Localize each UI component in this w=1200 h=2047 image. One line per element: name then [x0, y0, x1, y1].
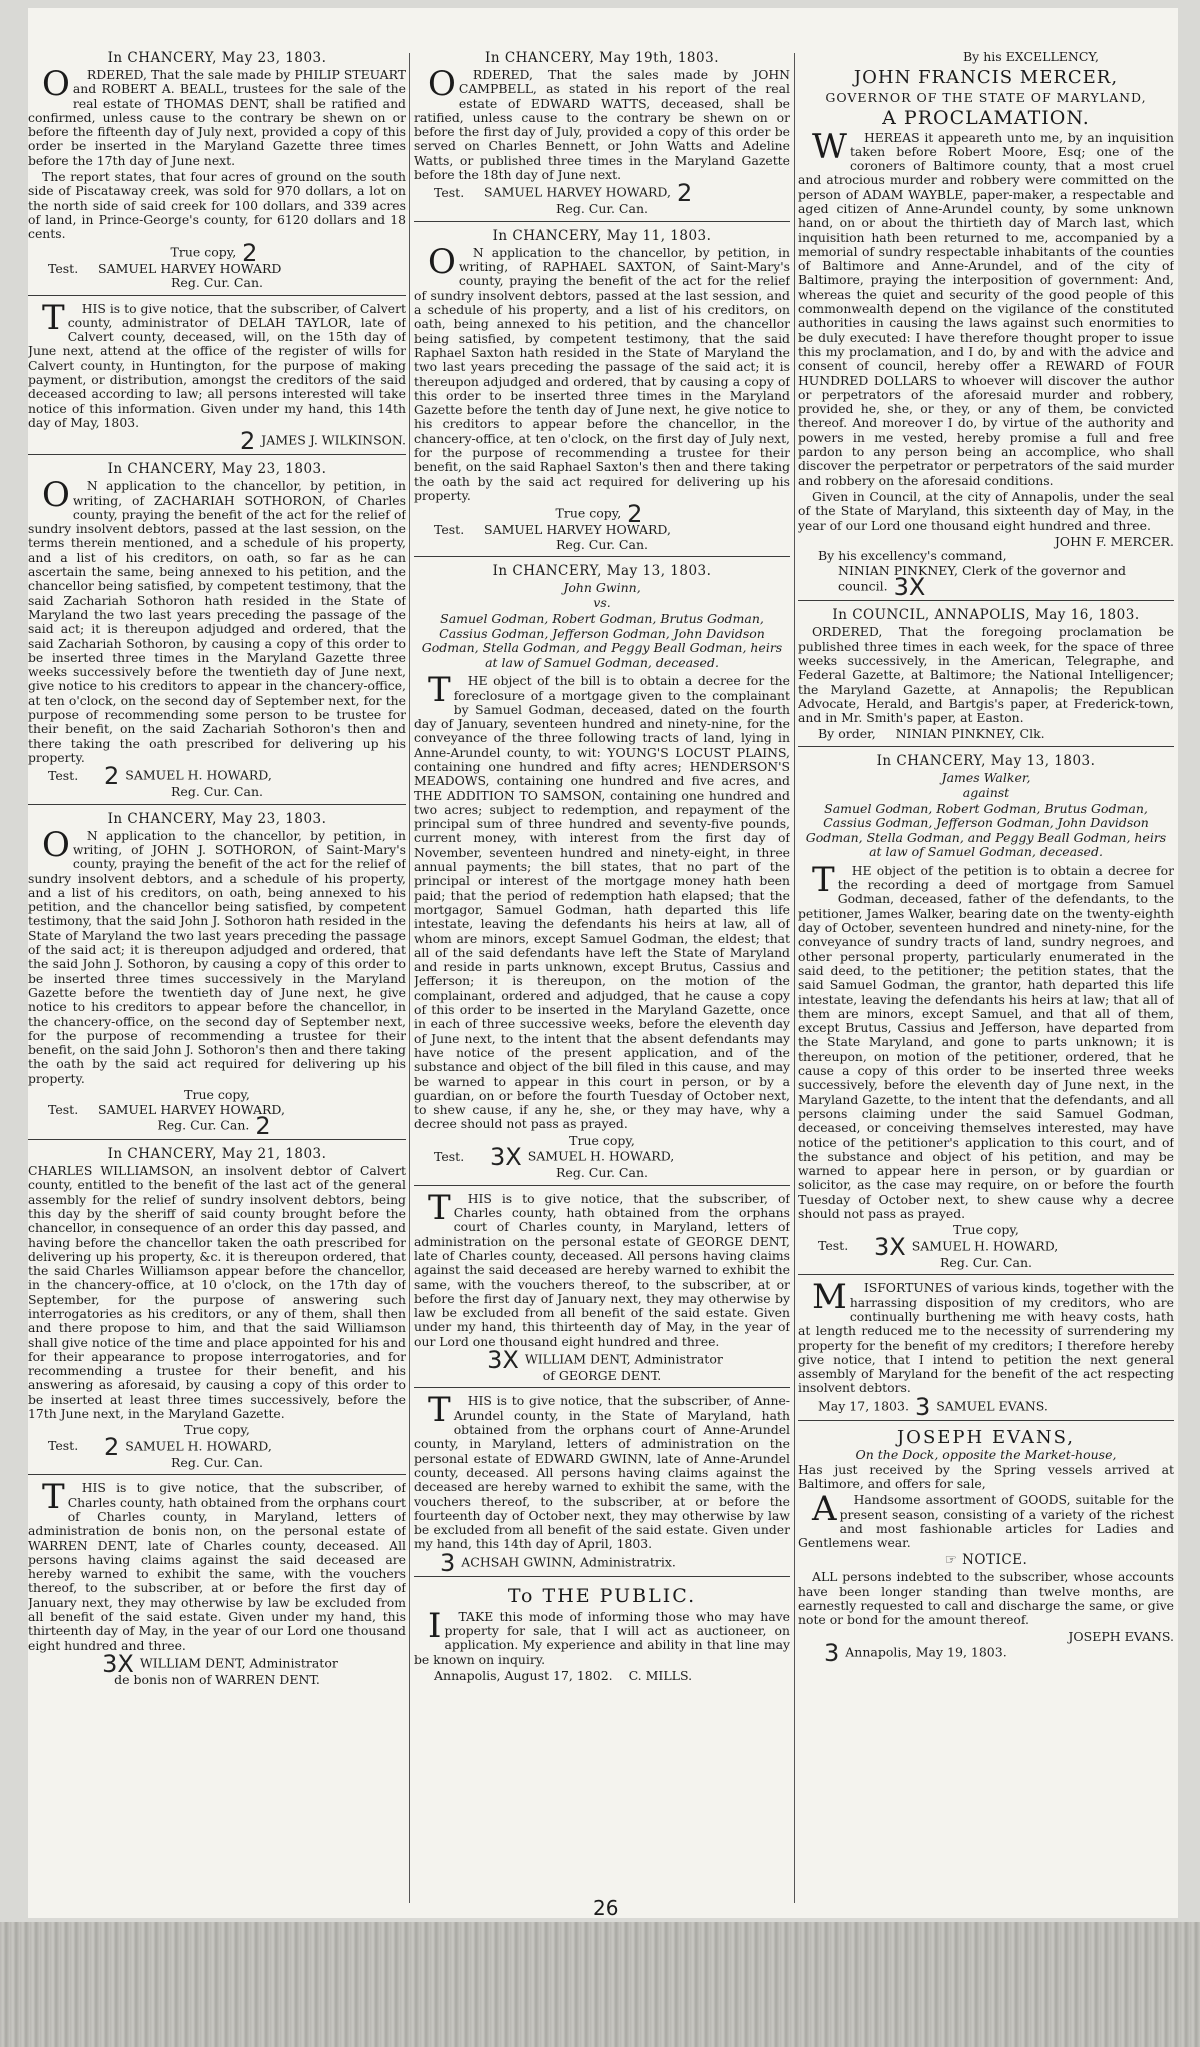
case-defendants: Samuel Godman, Robert Godman, Brutus Godman, Cassius Godman, Jefferson Godman, John Davidson Godman, Stella Godman, and Peggy Beall Godman, heirs at law of Samuel Godman, deceased.: [421, 611, 783, 670]
signature: Test. 3X SAMUEL H. HOWARD,: [818, 1232, 1059, 1261]
notice-walker-vs-godman: [798, 751, 1174, 1275]
notice-heading: In CHANCERY, May 23, 1803.: [107, 461, 327, 478]
proclamation-title: A PROCLAMATION.: [882, 106, 1090, 129]
signature: Test. SAMUEL HARVEY HOWARD,: [434, 522, 671, 538]
governor-name: JOHN FRANCIS MERCER,: [853, 66, 1119, 88]
clerk-line: NINIAN PINKNEY, Clerk of the governor and council. 3X: [838, 562, 1127, 602]
proclamation-by: By his EXCELLENCY,: [963, 49, 1099, 64]
notice-samuel-evans: [798, 1279, 1174, 1420]
column-3: [798, 48, 1174, 1670]
notice-text: CHARLES WILLIAMSON, an insolvent debtor of Calvert county, entitled to the benefit of the last act of the general assembly for the relief of sundry insolvent debtors, being this day by the sheriff of said county brought before the chancellor, in consequence of an order this day passed, and having before the chancellor taken the oath prescribed for delivering up his property, &c. it is thereupon ordered, that the said Charles Williamson appear before the chancellor, in the chancery-office, at 10 o'clock, on the 17th day of September, for the purpose of answering such interrogatories as his creditors, or any of them, shall then and there propose to him, and that the said Williamson shall give notice of the time and place appointed for his and for their appearance to propose interrogatories, and for recommending a trustee for their benefit, and his answering as aforesaid, by causing a copy of this order to be inserted at least three times successively, before the 17th June next, in the Maryland Gazette.: [28, 1163, 406, 1422]
notice-heading: In CHANCERY, May 21, 1803.: [107, 1146, 327, 1163]
notice-text: Given in Council, at the city of Annapolis, under the seal of the State of Maryland, this sixteenth day of May, in the year of our Lord one thousand eight hundred and three.: [798, 488, 1174, 533]
notice-text: The report states, that four acres of ground on the south side of Piscataway creek, was sold for 970 dollars, a lot on the north side of said creek for 100 dollars, and 339 acres of land, in Prince-George's county, for 6120 dollars and 18 cents.: [28, 169, 406, 242]
notice-text: THIS is to give notice, that the subscriber, of Anne-Arundel county, in the State of Maryland, hath obtained from the orphans court of Anne-Arundel county, in Maryland, letters of administration on the personal estate of EDWARD GWINN, late of Anne-Arundel county, deceased. All persons having claims against the deceased are hereby warned to exhibit the same, with the vouchers thereof, to the subscriber, at or before the fourteenth day of October next, they may otherwise by law be excluded from all benefit of the said estate. Given under my hand, this 14th day of April, 1803.: [414, 1390, 790, 1552]
signature: Test. 2 SAMUEL H. HOWARD,: [48, 1432, 272, 1461]
governor-title: GOVERNOR OF THE STATE OF MARYLAND,: [825, 89, 1147, 105]
notice-heading: In CHANCERY, May 13, 1803.: [492, 563, 712, 580]
column-rule: [409, 53, 410, 1903]
notice-council-order: [798, 605, 1174, 747]
signer-title: Reg. Cur. Can. 2: [157, 1112, 271, 1141]
notice-text: THIS is to give notice, that the subscriber, of Charles county, hath obtained from the orphans court of Charles county, in Maryland, letters of administration on the personal estate of GEORGE DENT, late of Charles county, deceased. All persons having claims against the said deceased are hereby warned to exhibit the same, with the vouchers thereof, to the subscriber, at or before the first day of January next, they may otherwise by law be excluded from all benefit of the said estate. Given under my hand, this thirteenth day of May, in the year of our Lord one thousand eight hundred and three.: [414, 1187, 790, 1349]
handwritten-mark: 3X: [490, 1143, 522, 1172]
notice-heading: In CHANCERY, May 23, 1803.: [107, 50, 327, 66]
true-copy: True copy,: [569, 1132, 635, 1148]
signer-title: Reg. Cur. Can.: [556, 536, 648, 552]
case-plaintiff: John Gwinn,: [563, 580, 641, 596]
true-copy: True copy,: [184, 1087, 250, 1103]
notice-text: ITAKE this mode of informing those who may have property for sale, that I will act as auctioneer, on application. My experience and ability in that line may be known on inquiry.: [414, 1605, 790, 1667]
notice-text: Has just received by the Spring vessels arrived at Baltimore, and offers for sale,: [798, 1461, 1174, 1491]
notice-thomas-dent: [28, 48, 406, 296]
notice-text: THE object of the bill is to obtain a decree for the foreclosure of a mortgage given to the complainant by Samuel Godman, deceased, dated on the fourth day of January, seventeen hundred and ninety-nine, for the conveyance of the three following tracts of land, lying in Anne-Arundel county, to wit: YOUNG'S LOCUST PLAINS, containing one hundred and fifty acres; HENDERSON'S MEADOWS, containing one hundred and five acres, and THE ADDITION TO SAMSON, containing one hundred and two acres; subject to redemption, and repayment of the principal sum of three hundred and seventy-five pounds, current money, with interest from the first day of November, seventeen hundred and ninety-eight, in three annual payments; the bill states, that no part of the principal or interest of the mortgage money hath been paid; that the period of redemption hath elapsed; that the mortgagor, Samuel Godman, hath departed this life intestate, leaving the defendants his heirs at law, all of whom are minors, except Samuel Godman, the eldest; that all of the said defendants have left the State of Maryland and reside in parts unknown, except Brutus, Cassius and Jefferson; it is thereupon, on the motion of the complainant, ordered and adjudged, that he cause a copy of this order to be inserted in the Maryland Gazette, once in each of three successive weeks, before the eleventh day of June next, to the intent that the absent defendants may have notice of the present application, and of the substance and object of the bill filed in this cause, and may be warned to appear in this court in person, or by a guardian, on or before the fourth Tuesday of October next, to shew cause, if any he, she, or they may have, why a decree should not pass as prayed.: [414, 670, 790, 1132]
signature: 3X WILLIAM DENT, Administrator: [487, 1345, 723, 1374]
notice-subheading: ☞ NOTICE.: [944, 1552, 1028, 1569]
notice-text: THIS is to give notice, that the subscriber, of Calvert county, administrator of DELAH TAYLOR, late of Calvert county, deceased, will, on the 15th day of June next, attend at the office of the register of wills for Calvert county, in Huntington, for the purpose of making payment, or distribution, amongst the creditors of the said deceased according to law; all persons interested will take notice of this information. Given under my hand, this 14th day of May, 1803.: [28, 297, 406, 430]
signature: 2 JAMES J. WILKINSON.: [240, 427, 406, 456]
notice-charles-williamson: [28, 1144, 406, 1475]
notice-to-the-public: [414, 1581, 790, 1688]
dateline: 3 Annapolis, May 19, 1803.: [824, 1639, 1007, 1668]
notice-text: ON application to the chancellor, by petition, in writing, of RAPHAEL SAXTON, of Saint-Mary's county, praying the benefit of the act for the relief of sundry insolvent debtors, passed at the last session, and a schedule of his property, and a list of his creditors, on oath, being annexed to his petition, and the chancellor being satisfied, by competent testimony, that the said Raphael Saxton hath resided in the State of Maryland the two last years preceding the passage of the said act; it is thereupon adjudged and ordered, that by causing a copy of this order to be inserted three times in the Maryland Gazette before the tenth day of June next, he give notice to his creditors to appear before the chancellor, in the chancery-office, at ten o'clock, on the first day of July next, for the purpose of recommending a trustee for their benefit, on the said Raphael Saxton's then and there taking the oath by the said act required for delivering up his property.: [414, 241, 790, 503]
notice-text: THIS is to give notice, that the subscriber, of Charles county, hath obtained from the orphans court of Charles county, in Maryland, letters of administration de bonis non, on the personal estate of WARREN DENT, late of Charles county, deceased. All persons having claims against the said deceased are hereby warned to exhibit the same, with the vouchers thereof, to the subscriber, at or before the first day of January next, they may otherwise by law be excluded from all benefit of the said estate. Given under my hand, this thirteenth day of May, in the year of our Lord one thousand eight hundred and three.: [28, 1477, 406, 1653]
signature: Test. 3X SAMUEL H. HOWARD,: [434, 1143, 675, 1172]
column-1: [28, 48, 406, 1695]
handwritten-mark: 3X: [893, 573, 926, 602]
handwritten-mark: 3X: [102, 1649, 134, 1678]
handwritten-mark: 2: [240, 427, 256, 456]
handwritten-mark: 2: [255, 1112, 271, 1141]
newspaper-page: [28, 8, 1178, 1918]
case-plaintiff: James Walker,: [941, 769, 1031, 785]
merchant-address: On the Dock, opposite the Market-house,: [855, 1446, 1117, 1462]
handwritten-mark: 3X: [487, 1345, 519, 1374]
notice-text: AHandsome assortment of GOODS, suitable for the present season, consisting of a variety of the richest and most fashionable articles for Ladies and Gentlemens wear.: [798, 1489, 1174, 1551]
true-copy: True copy, 2: [170, 238, 258, 267]
merchant-name: JOSEPH EVANS,: [896, 1426, 1076, 1448]
signature: May 17, 1803. 3 SAMUEL EVANS.: [818, 1392, 1048, 1421]
handwritten-mark: 2: [627, 500, 643, 529]
notice-heading: In COUNCIL, ANNAPOLIS, May 16, 1803.: [832, 607, 1140, 624]
notice-text: ORDERED, That the sale made by PHILIP STEUART and ROBERT A. BEALL, trustees for the sale of the real estate of THOMAS DENT, shall be ratified and confirmed, unless cause to the contrary be shewn on or before the fifteenth day of July next, provided a copy of this order be inserted in the Maryland Gazette three times before the 17th day of June next.: [28, 64, 406, 168]
handwritten-mark: 2: [104, 1432, 120, 1461]
notice-text: WHEREAS it appeareth unto me, by an inquisition taken before Robert Moore, Esq; one of the coroners of Baltimore county, that a most cruel and atrocious murder and robbery were committed on the person of ADAM WAYBLE, paper-maker, a respectable and aged citizen of Anne-Arundel county, by some unknown hand, on or about the thirtieth day of March last, which inquisition hath been returned to me, accompanied by a memorial of sundry respectable inhabitants of the counties of Baltimore and Anne-Arundel, and of the city of Baltimore, praying the interposition of government: And, whereas the quiet and security of the good people of this commonwealth depend on the vigilance of the constituted authorities in causing the laws against such enormities to be duly executed: I have therefore thought proper to issue this my proclamation, and I do, by and with the advice and consent of council, hereby offer a REWARD of FOUR HUNDRED DOLLARS to whoever will discover the author or perpetrators of the aforesaid murder and robbery, provided he, she, or they, or any of them, be convicted thereof. And moreover I do, by virtue of the authority and powers in me vested, hereby promise a full and free pardon to any person being an accomplice, who shall discover the perpetrator or perpetrators of the said murder and robbery on the aforesaid conditions.: [798, 126, 1174, 488]
notice-text: ON application to the chancellor, by petition, in writing, of JOHN J. SOTHORON, of Saint-Mary's county, praying the benefit of the act for the relief of sundry insolvent debtors, and a schedule of his property, and a list of his creditors, on oath, being annexed to his petition, and the chancellor being satisfied, by competent testimony, that the said John J. Sothoron hath resided in the State of Maryland the two last years preceding the passage of the said act; it is thereupon adjudged and ordered, that the said John J. Sothoron, by causing a copy of this order to be inserted three times successively in the Maryland Gazette before the twentieth day of June next, he give notice to his creditors to appear before the chancellor, in the chancery-office, on the second day of September next, for the purpose of recommending a trustee for their benefit, on the said John J. Sothoron's then and there taking the oath by the said act required for delivering up his property.: [28, 824, 406, 1086]
page-edge-strip: [0, 1922, 1200, 2047]
signer-title: Reg. Cur. Can.: [940, 1254, 1032, 1270]
handwritten-mark: 2: [242, 238, 258, 267]
handwritten-page-number: 26: [593, 1896, 619, 1918]
notice-edward-watts: [414, 48, 790, 222]
notice-george-dent: [414, 1187, 790, 1389]
signature: Test. SAMUEL HARVEY HOWARD, 2: [434, 179, 693, 208]
signer-title: Reg. Cur. Can.: [556, 1165, 648, 1181]
notice-delah-taylor: [28, 297, 406, 456]
column-rule: [794, 53, 795, 1903]
true-copy: True copy,: [184, 1422, 250, 1438]
case-versus: against: [962, 784, 1010, 800]
notice-text: MISFORTUNES of various kinds, together with the harrassing disposition of my creditors, who are continually burthening me with heavy costs, hath at length reduced me to the necessity of surrendering my property for the benefit of my creditors; I therefore hereby give notice, that I intend to petition the next general assembly of Maryland for the benefit of the act respecting insolvent debtors.: [798, 1277, 1174, 1396]
handwritten-mark: 2: [104, 762, 120, 791]
case-versus: vs.: [593, 595, 611, 611]
notice-john-sothoron: [28, 809, 406, 1140]
signature: Test. 2 SAMUEL H. HOWARD,: [48, 762, 272, 791]
notice-heading: In CHANCERY, May 13, 1803.: [876, 752, 1096, 769]
case-defendants: Samuel Godman, Robert Godman, Brutus Godman, Cassius Godman, Jefferson Godman, John Davidson Godman, Stella Godman, and Peggy Beall Godman, heirs at law of Samuel Godman, deceased.: [805, 800, 1167, 860]
command-line: By his excellency's command,: [818, 548, 1007, 564]
true-copy: True copy,: [953, 1222, 1019, 1238]
signature: JOHN F. MERCER.: [1054, 533, 1174, 549]
signature: 3 ACHSAH GWINN, Administratrix.: [440, 1548, 676, 1577]
notice-heading: To THE PUBLIC.: [507, 1584, 697, 1607]
notice-joseph-evans: [798, 1425, 1174, 1666]
handwritten-mark: 3: [914, 1392, 931, 1421]
notice-heading: In CHANCERY, May 23, 1803.: [107, 810, 327, 827]
signer-title: of GEORGE DENT.: [542, 1367, 662, 1383]
signature: 3X WILLIAM DENT, Administrator: [102, 1649, 338, 1678]
notice-gwinn-vs-godman: [414, 561, 790, 1186]
notice-proclamation: [798, 48, 1174, 601]
notice-text: THE object of the petition is to obtain a decree for the recording a deed of mortgage from Samuel Godman, deceased, father of the defendants, to the petitioner, James Walker, bearing date on the twenty-eighth day of October, seventeen hundred and ninety-nine, for the conveyance of sundry tracts of land, sundry negroes, and other personal property, particularly enumerated in the said deed, to the petitioner; the petition states, that the said Samuel Godman, the grantor, hath departed this life intestate, leaving the defendants his heirs at law; that all of them are minors, except Samuel, and that all of them, except Brutus, Cassius and Jefferson, have departed from the State Maryland, and gone to parts unknown; it is thereupon, on motion of the petitioner, ordered, that he cause a copy of this order to be inserted three weeks successively, before the eleventh day of June next, in the Maryland Gazette, to the intent that the defendants, and all persons claiming under the said Samuel Godman, deceased, or conceiving themselves interested, may have notice of the petitioner's application to this court, and of the substance and object of his petition, and may be warned to appear here in person, or by guardian or solicitor, as the case may require, on or before the fourth Tuesday of October next, to shew cause why a decree should not pass as prayed.: [798, 859, 1174, 1222]
signer-title: Reg. Cur. Can.: [171, 1454, 263, 1470]
notice-edward-gwinn: [414, 1392, 790, 1576]
column-2: [414, 48, 790, 1691]
notice-raphael-saxton: [414, 226, 790, 557]
notice-heading: In CHANCERY, May 19th, 1803.: [485, 50, 719, 66]
signature: JOSEPH EVANS.: [1068, 1628, 1174, 1644]
signer-title: Reg. Cur. Can.: [171, 784, 263, 800]
notice-text: ORDERED, That the sales made by JOHN CAMPBELL, as stated in his report of the real estate of EDWARD WATTS, deceased, shall be ratified, unless cause to the contrary be shewn on or before the first day of July, provided a copy of this order be served on Charles Bennett, or John Watts and Adeline Watts, or published three times in the Maryland Gazette before the 18th day of June next.: [414, 64, 790, 183]
signer-title: Reg. Cur. Can.: [171, 275, 263, 291]
handwritten-mark: 3X: [874, 1232, 906, 1261]
handwritten-mark: 3: [440, 1548, 456, 1577]
signer-title: de bonis non of WARREN DENT.: [114, 1671, 320, 1687]
notice-text: ON application to the chancellor, by petition, in writing, of ZACHARIAH SOTHORON, of Charles county, praying the benefit of the act for the relief of sundry insolvent debtors, passed at the last session, on the terms therein mentioned, and a schedule of his property, and a list of his creditors, on oath, so far as he can ascertain the same, being annexed to his petition, and the chancellor being satisfied, by competent testimony, that the said Zachariah Sothoron hath resided in the State of Maryland the two last years preceding the passage of the said act; it is thereupon adjudged and ordered, that the said Zachariah Sothoron, by causing a copy of this order to be inserted three times in the Maryland Gazette three weeks successively before the twentieth day of June next, give notice to his creditors to appear in the chancery-office, at ten o'clock, on the second day of September next, for the purpose of recommending some person to be trustee for their benefit, on the said Zachariah Sothoron's then and there taking the oath prescribed for delivering up his property.: [28, 475, 406, 765]
signature: By order, NINIAN PINKNEY, Clk.: [818, 726, 1045, 742]
notice-text: ORDERED, That the foregoing proclamation be published three times in each week, for the space of three weeks successively, in the American, Telegraphe, and Federal Gazette, at Baltimore; the National Intelligencer; the Maryland Gazette, at Annapolis; the Republican Advocate, Herald, and Bartgis's paper, at Frederick-town, and in Mr. Smith's paper, at Easton.: [798, 624, 1174, 726]
true-copy: True copy, 2: [555, 500, 643, 529]
handwritten-mark: 2: [676, 179, 693, 208]
notice-text: ALL persons indebted to the subscriber, whose accounts have been longer standing than twelve months, are earnestly requested to call and discharge the same, or give note or bond for the amount thereof.: [798, 1569, 1174, 1628]
signature: Annapolis, August 17, 1802. C. MILLS.: [434, 1667, 693, 1683]
signature: Test. SAMUEL HARVEY HOWARD,: [48, 1101, 285, 1117]
signer-title: Reg. Cur. Can.: [556, 201, 648, 217]
notice-zachariah-sothoron: [28, 459, 406, 804]
notice-warren-dent: [28, 1479, 406, 1691]
signature: Test. SAMUEL HARVEY HOWARD: [48, 260, 282, 276]
handwritten-mark: 3: [824, 1639, 840, 1668]
notice-heading: In CHANCERY, May 11, 1803.: [492, 227, 712, 244]
